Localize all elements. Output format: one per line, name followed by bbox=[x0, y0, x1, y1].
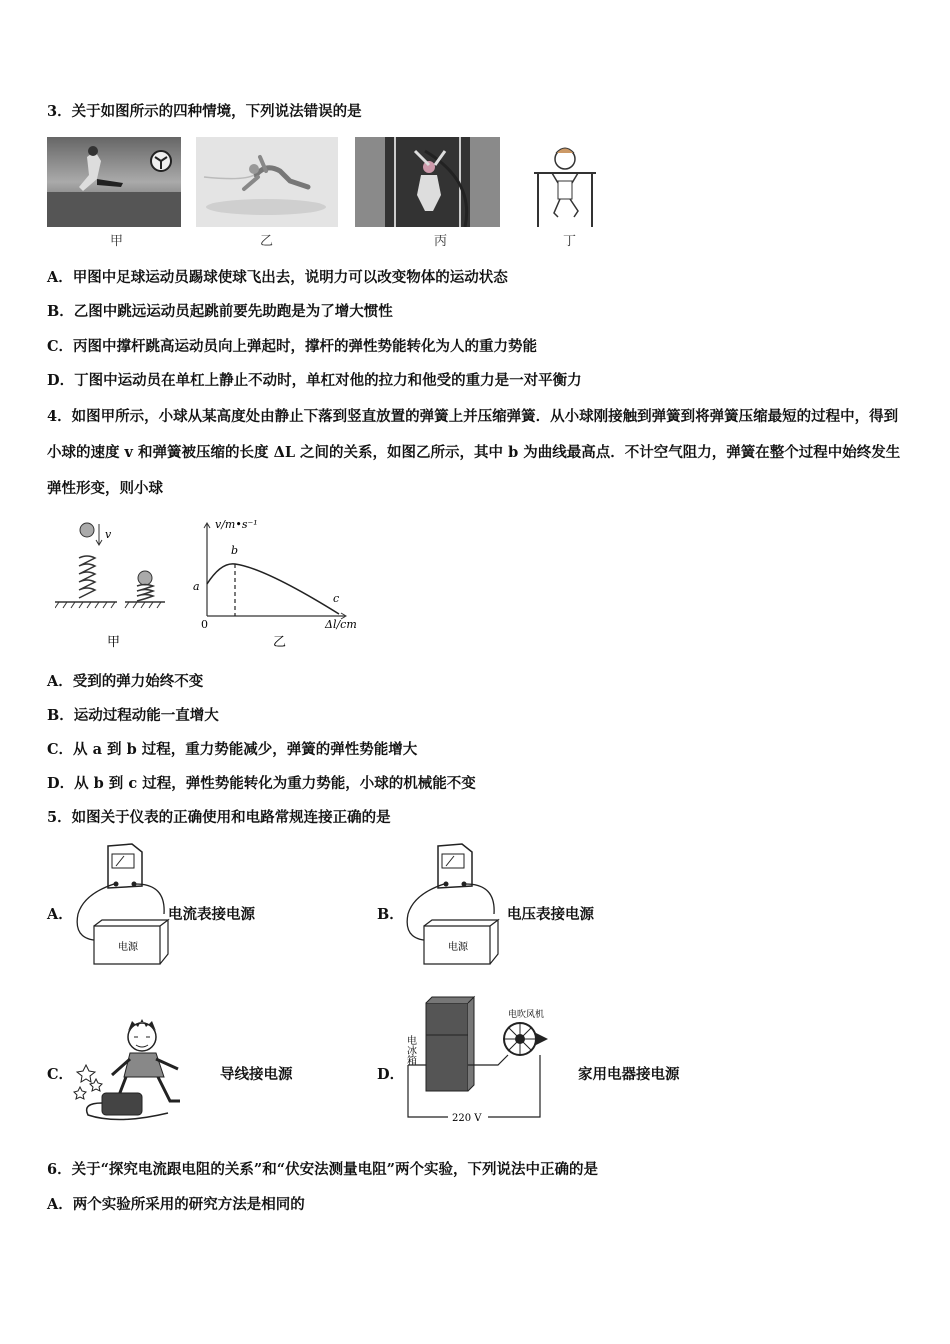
photo-soccer bbox=[47, 137, 181, 227]
label-v: v bbox=[105, 528, 112, 541]
q5-option-b-text: 电压表接电源 bbox=[507, 906, 594, 923]
caption-ding: 丁 bbox=[563, 234, 577, 249]
label-jia: 甲 bbox=[107, 635, 121, 650]
q3-option-a: A．甲图中足球运动员踢球使球飞出去，说明力可以改变物体的运动状态 bbox=[47, 269, 508, 286]
caption-jia: 甲 bbox=[110, 234, 124, 249]
drawing-horizontal-bar bbox=[530, 137, 600, 227]
label-x-axis: Δl/cm bbox=[325, 618, 357, 631]
q3-option-d: D．丁图中运动员在单杠上静止不动时，单杠对他的拉力和他受的重力是一对平衡力 bbox=[47, 372, 582, 389]
q5-stem: 5．如图关于仪表的正确使用和电路常规连接正确的是 bbox=[47, 809, 391, 826]
q3-option-b: B．乙图中跳远运动员起跳前要先助跑是为了增大惯性 bbox=[47, 303, 393, 320]
label-c: c bbox=[333, 592, 340, 605]
q6-stem: 6．关于“探究电流跟电阻的关系”和“伏安法测量电阻”两个实验，下列说法中正确的是 bbox=[47, 1161, 598, 1178]
q5-option-c-letter: C． bbox=[47, 1066, 74, 1083]
label-b: b bbox=[231, 544, 239, 557]
label-origin: 0 bbox=[201, 618, 208, 631]
q4-figure bbox=[55, 516, 385, 651]
q4-option-b: B．运动过程动能一直增大 bbox=[47, 707, 219, 724]
q5-option-d-letter: D． bbox=[377, 1066, 405, 1083]
fridge-label: 电冰箱 bbox=[404, 1035, 416, 1065]
q5-option-d-text: 家用电器接电源 bbox=[578, 1066, 680, 1083]
q4-option-c: C．从 a 到 b 过程，重力势能减少，弹簧的弹性势能增大 bbox=[47, 741, 418, 758]
label-a: a bbox=[193, 580, 200, 593]
photo-long-jump bbox=[196, 137, 338, 227]
ammeter-circuit-drawing bbox=[70, 840, 180, 965]
q6-option-a: A．两个实验所采用的研究方法是相同的 bbox=[47, 1196, 305, 1213]
battery-label-b: 电源 bbox=[448, 942, 468, 953]
q5-option-c-text: 导线接电源 bbox=[220, 1066, 293, 1083]
appliance-circuit-drawing bbox=[400, 995, 580, 1130]
fan-label: 电吹风机 bbox=[508, 1010, 545, 1020]
velocity-curve bbox=[207, 564, 339, 614]
voltage-label: 220 V bbox=[452, 1113, 482, 1124]
wire-short-circuit-drawing bbox=[72, 1015, 212, 1125]
q3-option-c: C．丙图中撑杆跳高运动员向上弹起时，撑杆的弹性势能转化为人的重力势能 bbox=[47, 338, 538, 355]
caption-yi: 乙 bbox=[260, 234, 274, 249]
caption-bing: 丙 bbox=[434, 234, 448, 249]
q5-option-a-letter: A． bbox=[47, 906, 73, 923]
q3-stem: 3．关于如图所示的四种情境，下列说法错误的是 bbox=[47, 103, 362, 120]
voltmeter-circuit-drawing bbox=[400, 840, 510, 965]
q5-option-b-letter: B． bbox=[377, 906, 404, 923]
q4-option-d: D．从 b 到 c 过程，弹性势能转化为重力势能，小球的机械能不变 bbox=[47, 775, 476, 792]
q4-stem: 4．如图甲所示，小球从某高度处由静止下落到竖直放置的弹簧上并压缩弹簧．从小球刚接触到弹簧到将弹簧压缩最短的过程中，得到小球的速度 v 和弹簧被压缩的长度 ΔL 之间的关系，如图乙所示，其中 b 为曲线最高点．不计空气阻力，弹簧在整个过程中始终发生弹性形变，则小球 bbox=[47, 408, 901, 497]
label-yi: 乙 bbox=[273, 635, 287, 650]
q5-option-a-text: 电流表接电源 bbox=[168, 906, 255, 923]
label-y-axis: v/m•s⁻¹ bbox=[215, 518, 258, 531]
battery-label-a: 电源 bbox=[118, 942, 138, 953]
q4-option-a: A．受到的弹力始终不变 bbox=[47, 673, 204, 690]
photo-pole-vault bbox=[355, 137, 500, 227]
